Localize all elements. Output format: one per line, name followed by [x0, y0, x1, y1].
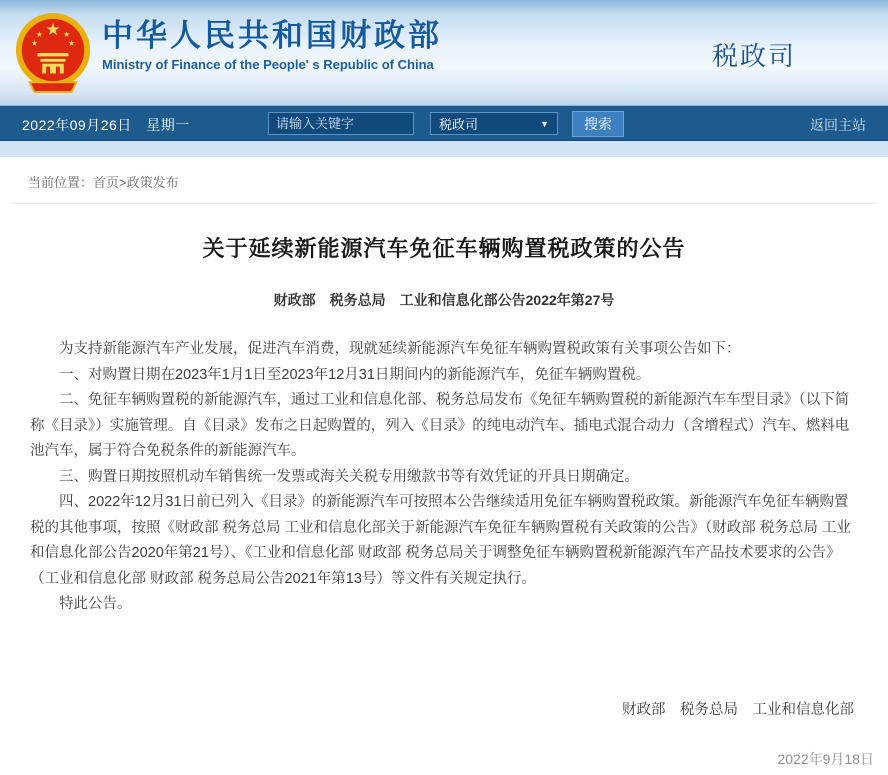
search-button[interactable]: 搜索 — [572, 111, 624, 137]
breadcrumb-label: 当前位置： — [28, 175, 94, 190]
paragraph: 二、免征车辆购置税的新能源汽车，通过工业和信息化部、税务总局发布《免征车辆购置税的新能源汽车车型目录》（以下简称《目录》）实施管理。自《目录》发布之日起购置的，列入《目录》的纯电动汽车、插电式混合动力（含增程式）汽车、燃料电池汽车，属于符合免税条件的新能源汽车。 — [30, 392, 850, 459]
current-date: 2022年09月26日 星期一 — [22, 117, 190, 133]
paragraph: 为支持新能源汽车产业发展，促进汽车消费，现就延续新能源汽车免征车辆购置税政策有关事项公告如下： — [59, 341, 741, 357]
site-subtitle: Ministry of Finance of the People' s Republic of China — [102, 57, 434, 73]
site-title: 中华人民共和国财政部 — [102, 18, 442, 53]
site-header — [0, 0, 888, 105]
paragraph: 三、购置日期按照机动车销售统一发票或海关关税专用缴款书等有效凭证的开具日期确定。 — [59, 468, 639, 485]
search-input[interactable] — [268, 112, 414, 135]
search-scope-select[interactable] — [430, 112, 558, 135]
department-name: 税政司 — [711, 41, 796, 71]
paragraph: 一、对购置日期在2023年1月1日至2023年12月31日期间内的新能源汽车，免征车辆购置税。 — [59, 366, 651, 383]
national-emblem-icon — [14, 12, 92, 94]
breadcrumb-home-link[interactable]: 首页 — [93, 175, 120, 190]
article-body — [30, 337, 858, 618]
breadcrumb — [0, 157, 888, 203]
doc-number: 财政部 税务总局 工业和信息化部公告2022年第27号 — [273, 292, 615, 308]
issuing-agencies-signature: 财政部 税务总局 工业和信息化部 — [622, 701, 854, 718]
paragraph: 四、2022年12月31日前已列入《目录》的新能源汽车可按照本公告继续适用免征车辆购置税政策。新能源汽车免征车辆购置税的其他事项，按照《财政部 税务总局 工业和信息化部关于新能源汽车免征车辆购置税有关政策的公告》（财政部 税务总局 工业和信息化部公告2020年第21号）、《工业和信息化部 财政部 税务总局关于调整免征车辆购置税新能源汽车产品技术要求的公告》（工业和信息化部 财政部 税务总局公告2021年第13号）等文件有关规定执行。 — [30, 494, 851, 587]
date-stamp: 2022年9月18日 — [777, 751, 874, 767]
navbar — [0, 105, 888, 141]
breadcrumb-current: 政策发布 — [126, 175, 179, 190]
breadcrumb-divider — [12, 203, 876, 204]
return-home-link[interactable]: 返回主站 — [810, 117, 866, 133]
article — [0, 232, 888, 719]
header-substrip — [0, 141, 888, 157]
closing-paragraph: 特此公告。 — [59, 596, 132, 612]
article-title: 关于延续新能源汽车免征车辆购置税政策的公告 — [202, 236, 686, 261]
site-title-block — [102, 17, 442, 72]
search-scope-value: 税政司 — [439, 117, 479, 132]
breadcrumb-separator: > — [119, 175, 127, 190]
chevron-down-icon: ▼ — [540, 118, 549, 129]
